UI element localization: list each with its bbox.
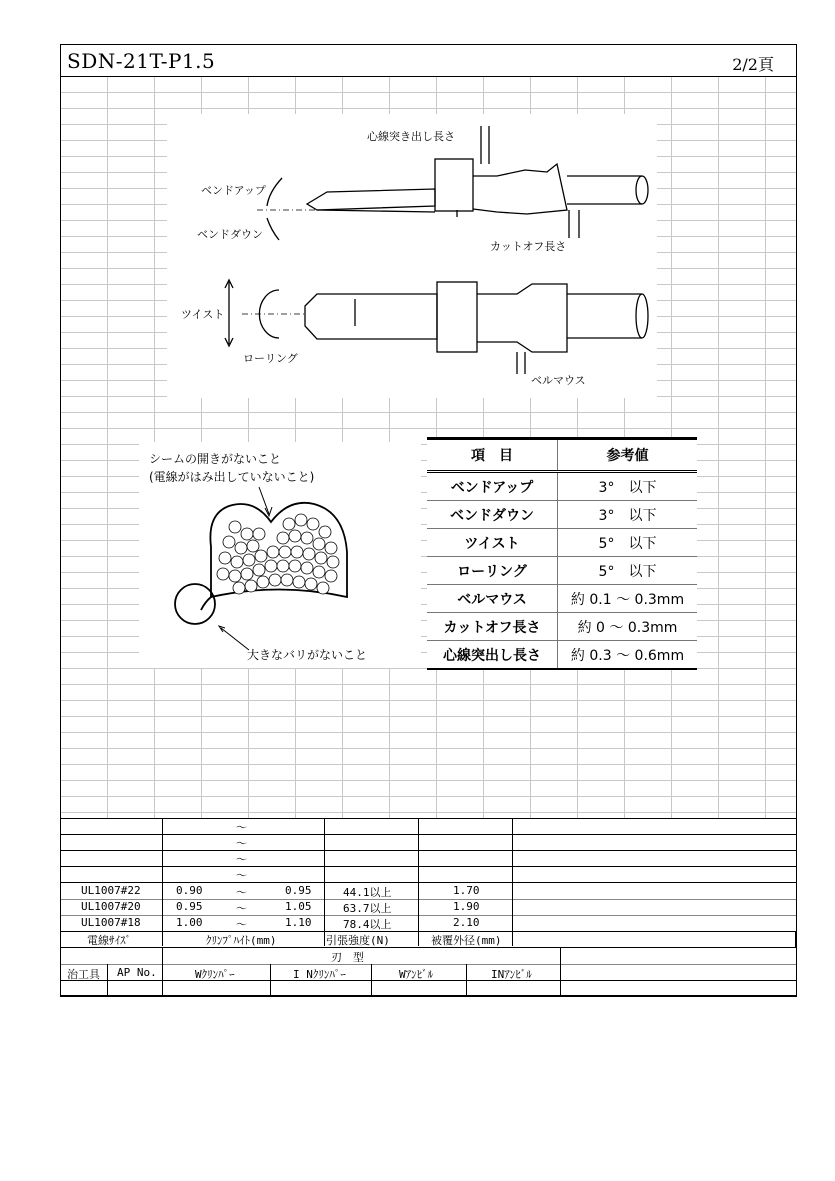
tilde: ～ (236, 837, 247, 850)
terminal-top-barrel (437, 282, 477, 352)
tilde: ～ (236, 918, 247, 931)
tilde: ～ (236, 869, 247, 882)
terminal-side-barrel (435, 159, 473, 211)
label-bellmouth: ベルマウス (531, 374, 586, 387)
wire-side (567, 176, 642, 204)
spec-value: 5° 以下 (558, 529, 698, 557)
header-outer-diameter: 被覆外径(mm) (431, 934, 502, 947)
header-w-crimper: Wｸﾘﾝﾊﾟｰ (195, 968, 235, 981)
spec-value: 約 0.3 ～ 0.6mm (558, 641, 698, 670)
label-rolling: ローリング (243, 352, 298, 365)
table-row (427, 557, 697, 585)
wire-size: UL1007#20 (81, 900, 141, 913)
header-wire-size: 電線ｻｲｽﾞ (87, 934, 131, 947)
tilde: ～ (236, 886, 247, 899)
tilde: ～ (236, 902, 247, 915)
table-row (427, 613, 697, 641)
table-row (427, 501, 697, 529)
spec-table (427, 437, 697, 670)
table-row (427, 529, 697, 557)
spec-value: 3° 以下 (558, 472, 698, 501)
spec-header-value: 参考値 (558, 439, 698, 472)
header-tensile: 引張強度(N) (326, 934, 390, 947)
outer-diameter: 1.70 (453, 884, 480, 897)
label-core-protrusion: 心線突き出し長さ (367, 130, 455, 143)
spec-item: ローリング (427, 557, 558, 585)
spec-item: ベンドアップ (427, 472, 558, 501)
spec-item: カットオフ長さ (427, 613, 558, 641)
cross-section-diagram (139, 442, 421, 668)
terminal-drawing (167, 114, 657, 398)
spec-item: ツイスト (427, 529, 558, 557)
tensile-strength: 78.4以上 (343, 918, 392, 931)
terminal-inspection-diagram (167, 114, 657, 398)
strands (217, 514, 339, 594)
label-seam-note: シームの開きがないこと (149, 452, 282, 466)
page-number: 2/2頁 (732, 55, 774, 74)
spec-item: ベルマウス (427, 585, 558, 613)
spec-item: 心線突出し長さ (427, 641, 558, 670)
outer-diameter: 2.10 (453, 916, 480, 929)
label-bend-up: ベンドアップ (201, 184, 266, 197)
table-row (427, 472, 697, 501)
header-in-crimper: I Nｸﾘﾝﾊﾟｰ (293, 968, 346, 981)
terminal-side-tip (307, 189, 435, 210)
wire-size: UL1007#22 (81, 884, 141, 897)
crimp-min: 0.90 (176, 884, 203, 897)
spec-header-item: 項 目 (427, 439, 558, 472)
spec-value: 5° 以下 (558, 557, 698, 585)
crimp-table (61, 818, 796, 996)
spec-item: ベンドダウン (427, 501, 558, 529)
terminal-top-tip (305, 294, 437, 339)
terminal-side-crimp (473, 164, 567, 214)
tilde: ～ (236, 853, 247, 866)
spec-value: 3° 以下 (558, 501, 698, 529)
tensile-strength: 44.1以上 (343, 886, 392, 899)
spec-value: 約 0 ～ 0.3mm (558, 613, 698, 641)
header-in-anvil: INｱﾝﾋﾞﾙ (491, 968, 532, 981)
label-cut-off: カットオフ長さ (490, 240, 567, 253)
wire-top (567, 294, 642, 338)
crimp-max: 1.10 (285, 916, 312, 929)
header-w-anvil: Wｱﾝﾋﾞﾙ (399, 968, 434, 981)
label-burr-note: 大きなバリがないこと (247, 648, 368, 662)
table-row (427, 585, 697, 613)
header-ap-no: AP No. (117, 966, 157, 979)
tilde: ～ (236, 821, 247, 834)
title-bar (61, 45, 796, 77)
crimp-min: 1.00 (176, 916, 203, 929)
label-bend-down: ベンドダウン (197, 228, 263, 241)
tensile-strength: 63.7以上 (343, 902, 392, 915)
document-title: SDN-21T-P1.5 (67, 49, 216, 73)
wire-size: UL1007#18 (81, 916, 141, 929)
label-twist: ツイスト (181, 308, 225, 321)
crimp-min: 0.95 (176, 900, 203, 913)
burr-circle (175, 584, 215, 624)
crimp-max: 1.05 (285, 900, 312, 913)
crimp-max: 0.95 (285, 884, 312, 897)
header-jig: 治工具 (67, 968, 100, 981)
blade-group-header: 刃 型 (331, 951, 364, 964)
table-row (427, 641, 697, 670)
outer-diameter: 1.90 (453, 900, 480, 913)
label-seam-note-detail: (電線がはみ出していないこと) (149, 470, 315, 484)
header-crimp-height: ｸﾘﾝﾌﾟﾊｲﾄ(mm) (206, 934, 277, 947)
spec-value: 約 0.1 ～ 0.3mm (558, 585, 698, 613)
